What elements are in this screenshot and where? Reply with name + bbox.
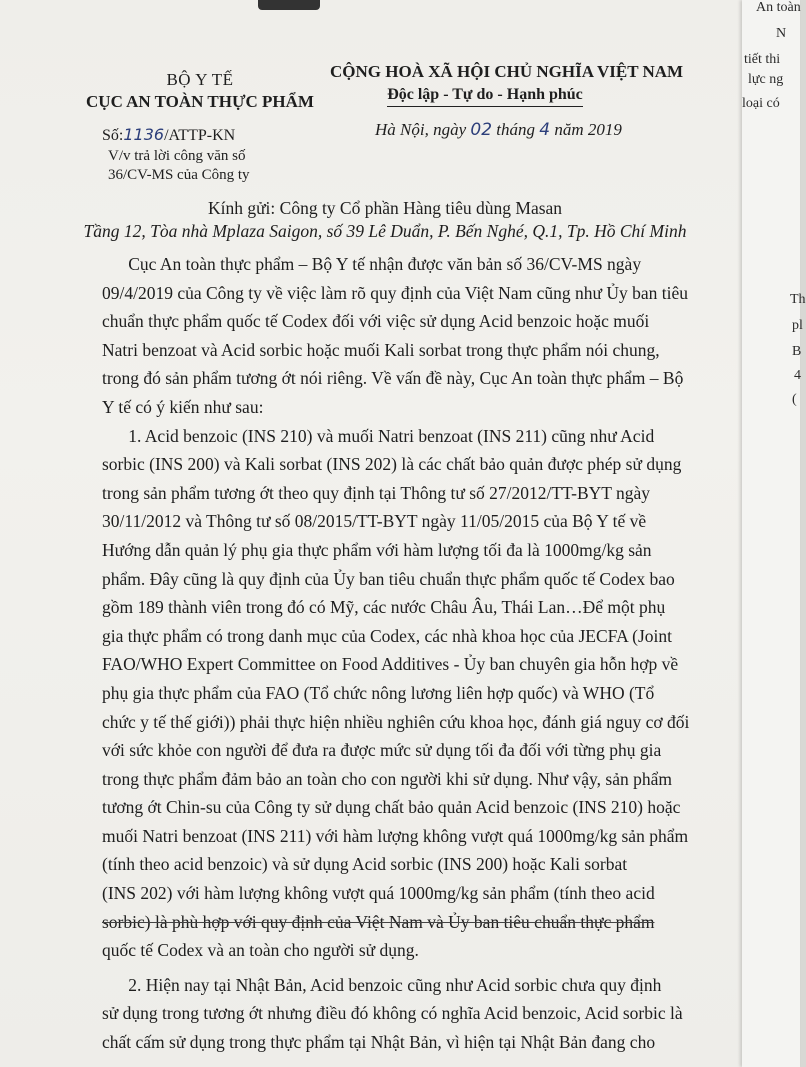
text-line: Y tế có ý kiến như sau: xyxy=(102,396,264,417)
date-place: Hà Nội, ngày xyxy=(375,120,467,139)
recipient-address: Tầng 12, Tòa nhà Mplaza Saigon, số 39 Lê Duẩn, P. Bến Nghé, Q.1, Tp. Hồ Chí Minh xyxy=(83,221,687,241)
text-line: trong đó sản phẩm tương ớt nói riêng. Về vấn đề này, Cục An toàn thực phẩm – Bộ xyxy=(102,368,684,389)
adjacent-page xyxy=(742,0,806,1067)
addressee: Kính gửi: Công ty Cổ phần Hàng tiêu dùng Masan xyxy=(207,198,563,218)
text-line-struck: sorbic) là phù hợp với quy định của Việt Nam và Ủy ban tiêu chuẩn thực phẩm xyxy=(102,911,655,932)
text-line: quốc tế Codex và an toàn cho người sử dụng. xyxy=(102,940,419,961)
text-line: muối Natri benzoat (INS 211) với hàm lượng không vượt quá 1000mg/kg sản phẩm xyxy=(102,825,689,846)
national-heading xyxy=(330,62,684,107)
intro-paragraph xyxy=(102,250,712,422)
text-line: chất cấm sử dụng trong thực phẩm tại Nhật Bản, vì hiện tại Nhật Bản đang cho xyxy=(102,1032,656,1053)
text-line: sử dụng trong tương ớt nhưng điều đó không có nghĩa Acid benzoic, Acid sorbic là xyxy=(102,1003,683,1024)
text-line: 2. Hiện nay tại Nhật Bản, Acid benzoic cũng như Acid sorbic chưa quy định xyxy=(102,974,662,995)
doc-number-suffix: /ATTP-KN xyxy=(164,127,236,144)
point-1-paragraph xyxy=(102,422,712,965)
subject-line xyxy=(108,147,250,185)
adjacent-text: Th xyxy=(790,292,806,307)
date-month: 4 xyxy=(539,120,551,140)
document-number xyxy=(102,125,235,145)
adjacent-text: pl xyxy=(792,318,803,333)
text-line: Hướng dẫn quản lý phụ gia thực phẩm với hàm lượng tối đa là 1000mg/kg sản xyxy=(102,539,652,560)
adjacent-text: tiết thi xyxy=(744,52,781,67)
date-day: 02 xyxy=(470,120,493,140)
adjacent-text: N xyxy=(776,26,787,41)
text-line: 1. Acid benzoic (INS 210) và muối Natri benzoat (INS 211) cũng như Acid xyxy=(102,425,655,446)
text-line: Natri benzoat và Acid sorbic hoặc muối Kali sorbat trong thực phẩm nói chung, xyxy=(102,339,660,360)
adjacent-text: ( xyxy=(792,392,797,407)
text-line: gia thực phẩm có trong danh mục của Codex, các nhà khoa học của JECFA (Joint xyxy=(102,625,672,646)
scan-artifact xyxy=(258,0,320,10)
text-line: (tính theo acid benzoic) và sử dụng Acid sorbic (INS 200) hoặc Kali sorbat xyxy=(102,854,628,875)
text-line: trong sản phẩm tương ớt theo quy định tại Thông tư số 27/2012/TT-BYT ngày xyxy=(102,482,651,503)
text-line: sorbic (INS 200) và Kali sorbat (INS 202) là các chất bảo quản được phép sử dụng xyxy=(102,454,682,475)
adjacent-text: loại có xyxy=(742,96,780,111)
doc-number-handwritten: 1136 xyxy=(123,125,165,144)
agency-name: CỤC AN TOÀN THỰC PHẨM xyxy=(86,92,314,111)
text-line: 30/11/2012 và Thông tư số 08/2015/TT-BYT ngày 11/05/2015 của Bộ Y tế về xyxy=(102,511,647,532)
subject-line-2: 36/CV-MS của Công ty xyxy=(108,167,250,183)
text-line: chức y tế thế giới)) phải thực hiện nhiều nghiên cứu khoa học, đánh giá nguy cơ đối xyxy=(102,711,690,732)
adjacent-text: B xyxy=(792,344,802,359)
text-line: phụ gia thực phẩm của FAO (Tổ chức nông lương liên hợp quốc) và WHO (Tổ xyxy=(102,682,655,703)
text-line: phẩm. Đây cũng là quy định của Ủy ban tiêu chuẩn thực phẩm quốc tế Codex bao xyxy=(102,568,675,589)
national-motto: Độc lập - Tự do - Hạnh phúc xyxy=(387,86,583,107)
adjacent-text: An toàn xyxy=(756,0,801,15)
text-line: trong thực phẩm đảm bảo an toàn cho con người khi sử dụng. Như vậy, sản phẩm xyxy=(102,768,672,789)
ministry-name: BỘ Y TẾ xyxy=(166,70,234,89)
date-year: năm 2019 xyxy=(554,120,622,139)
text-line: với sức khỏe con người để đưa ra được mức sử dụng tối đa đối với từng phụ gia xyxy=(102,740,662,761)
letter-body xyxy=(102,250,712,1057)
issuer-block xyxy=(70,70,330,112)
text-line: gồm 189 thành viên trong đó có Mỹ, các nước Châu Âu, Thái Lan…Để một phụ xyxy=(102,597,666,618)
adjacent-text: lực ng xyxy=(748,72,784,87)
doc-number-prefix: Số: xyxy=(102,127,124,144)
text-line: chuẩn thực phẩm quốc tế Codex đối với việc sử dụng Acid benzoic hoặc muối xyxy=(102,311,650,332)
date-month-label: tháng xyxy=(496,120,536,139)
text-line: Cục An toàn thực phẩm – Bộ Y tế nhận được văn bản số 36/CV-MS ngày xyxy=(102,254,642,274)
subject-line-1: V/v trả lời công văn số xyxy=(108,148,246,164)
text-line: 09/4/2019 của Công ty về việc làm rõ quy định của Việt Nam cũng như Ủy ban tiêu xyxy=(102,282,688,303)
text-line: (INS 202) với hàm lượng không vượt quá 1000mg/kg sản phẩm (tính theo acid xyxy=(102,883,655,904)
text-line: FAO/WHO Expert Committee on Food Additives - Ủy ban chuyên gia hỗn hợp về xyxy=(102,654,679,675)
adjacent-text: 4 xyxy=(794,368,801,383)
text-line: tương ớt Chin-su của Công ty sử dụng chất bảo quản Acid benzoic (INS 210) hoặc xyxy=(102,797,681,818)
republic-title: CỘNG HOÀ XÃ HỘI CHỦ NGHĨA VIỆT NAM xyxy=(330,62,684,81)
point-2-paragraph xyxy=(102,971,712,1057)
document-date xyxy=(375,120,622,140)
